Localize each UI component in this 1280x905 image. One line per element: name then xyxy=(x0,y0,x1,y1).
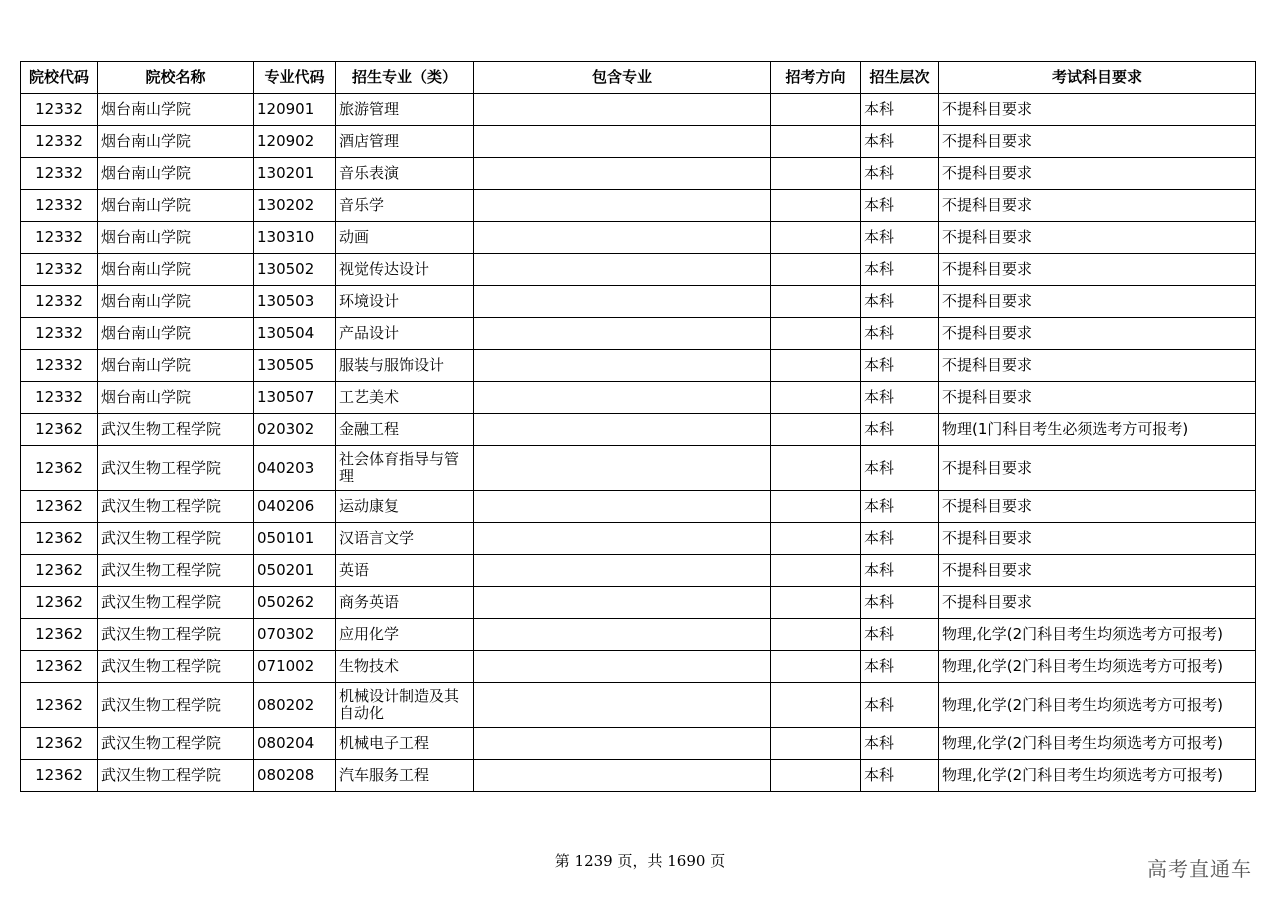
cell-requirement: 物理,化学(2门科目考生均须选考方可报考) xyxy=(939,619,1256,651)
cell-school-code: 12332 xyxy=(21,190,98,222)
table-row xyxy=(21,318,1256,350)
table-row xyxy=(21,555,1256,587)
cell-major-code: 130502 xyxy=(254,254,336,286)
cell-direction xyxy=(771,683,861,728)
cell-major-code: 020302 xyxy=(254,414,336,446)
cell-included-majors xyxy=(474,683,771,728)
cell-school-name: 武汉生物工程学院 xyxy=(98,555,254,587)
header-row xyxy=(21,62,1256,94)
cell-school-name: 烟台南山学院 xyxy=(98,158,254,190)
table-row xyxy=(21,222,1256,254)
table-row xyxy=(21,158,1256,190)
cell-level: 本科 xyxy=(861,523,939,555)
table-row xyxy=(21,587,1256,619)
cell-requirement: 不提科目要求 xyxy=(939,491,1256,523)
table-row xyxy=(21,760,1256,792)
cell-level: 本科 xyxy=(861,318,939,350)
cell-direction xyxy=(771,760,861,792)
cell-major-code: 130505 xyxy=(254,350,336,382)
cell-included-majors xyxy=(474,350,771,382)
table-row xyxy=(21,728,1256,760)
cell-requirement: 不提科目要求 xyxy=(939,587,1256,619)
cell-school-name: 烟台南山学院 xyxy=(98,94,254,126)
cell-major-code: 120902 xyxy=(254,126,336,158)
cell-included-majors xyxy=(474,158,771,190)
cell-level: 本科 xyxy=(861,491,939,523)
cell-direction xyxy=(771,158,861,190)
cell-major: 服装与服饰设计 xyxy=(336,350,474,382)
table-row xyxy=(21,190,1256,222)
cell-direction xyxy=(771,728,861,760)
cell-school-code: 12332 xyxy=(21,254,98,286)
col-header-level: 招生层次 xyxy=(861,62,939,94)
cell-school-code: 12362 xyxy=(21,651,98,683)
cell-school-code: 12332 xyxy=(21,94,98,126)
cell-direction xyxy=(771,555,861,587)
cell-major: 应用化学 xyxy=(336,619,474,651)
table-row xyxy=(21,382,1256,414)
cell-direction xyxy=(771,126,861,158)
cell-included-majors xyxy=(474,286,771,318)
cell-level: 本科 xyxy=(861,760,939,792)
cell-direction xyxy=(771,523,861,555)
cell-major: 工艺美术 xyxy=(336,382,474,414)
cell-requirement: 不提科目要求 xyxy=(939,254,1256,286)
table-row xyxy=(21,94,1256,126)
cell-school-name: 武汉生物工程学院 xyxy=(98,760,254,792)
cell-included-majors xyxy=(474,222,771,254)
cell-direction xyxy=(771,619,861,651)
cell-major-code: 080208 xyxy=(254,760,336,792)
cell-school-code: 12332 xyxy=(21,382,98,414)
cell-direction xyxy=(771,491,861,523)
col-header-school-code: 院校代码 xyxy=(21,62,98,94)
cell-school-code: 12362 xyxy=(21,523,98,555)
cell-direction xyxy=(771,318,861,350)
cell-major: 酒店管理 xyxy=(336,126,474,158)
cell-included-majors xyxy=(474,651,771,683)
cell-level: 本科 xyxy=(861,222,939,254)
cell-major-code: 040206 xyxy=(254,491,336,523)
table-row xyxy=(21,446,1256,491)
cell-major-code: 050262 xyxy=(254,587,336,619)
cell-major-code: 050101 xyxy=(254,523,336,555)
table-row xyxy=(21,254,1256,286)
cell-requirement: 不提科目要求 xyxy=(939,158,1256,190)
cell-level: 本科 xyxy=(861,254,939,286)
cell-requirement: 不提科目要求 xyxy=(939,318,1256,350)
cell-major-code: 130201 xyxy=(254,158,336,190)
cell-major: 音乐表演 xyxy=(336,158,474,190)
cell-requirement: 不提科目要求 xyxy=(939,94,1256,126)
cell-included-majors xyxy=(474,491,771,523)
cell-major: 旅游管理 xyxy=(336,94,474,126)
cell-requirement: 物理(1门科目考生必须选考方可报考) xyxy=(939,414,1256,446)
col-header-major: 招生专业（类） xyxy=(336,62,474,94)
cell-level: 本科 xyxy=(861,555,939,587)
cell-direction xyxy=(771,222,861,254)
cell-school-name: 烟台南山学院 xyxy=(98,382,254,414)
cell-direction xyxy=(771,414,861,446)
cell-major: 商务英语 xyxy=(336,587,474,619)
cell-school-code: 12362 xyxy=(21,683,98,728)
cell-school-code: 12332 xyxy=(21,222,98,254)
page-number: 第 1239 页，共 1690 页 xyxy=(554,852,726,870)
cell-level: 本科 xyxy=(861,728,939,760)
cell-level: 本科 xyxy=(861,683,939,728)
cell-major: 生物技术 xyxy=(336,651,474,683)
cell-level: 本科 xyxy=(861,651,939,683)
cell-requirement: 物理,化学(2门科目考生均须选考方可报考) xyxy=(939,760,1256,792)
cell-school-name: 武汉生物工程学院 xyxy=(98,523,254,555)
table-row xyxy=(21,350,1256,382)
cell-major-code: 080204 xyxy=(254,728,336,760)
table-row xyxy=(21,491,1256,523)
cell-requirement: 不提科目要求 xyxy=(939,350,1256,382)
cell-direction xyxy=(771,651,861,683)
cell-school-name: 烟台南山学院 xyxy=(98,190,254,222)
admissions-table xyxy=(20,61,1256,792)
cell-school-code: 12362 xyxy=(21,728,98,760)
cell-requirement: 物理,化学(2门科目考生均须选考方可报考) xyxy=(939,651,1256,683)
cell-major: 英语 xyxy=(336,555,474,587)
cell-included-majors xyxy=(474,126,771,158)
cell-direction xyxy=(771,446,861,491)
cell-school-code: 12332 xyxy=(21,158,98,190)
cell-level: 本科 xyxy=(861,126,939,158)
cell-level: 本科 xyxy=(861,94,939,126)
cell-direction xyxy=(771,587,861,619)
cell-school-name: 武汉生物工程学院 xyxy=(98,728,254,760)
cell-major: 机械电子工程 xyxy=(336,728,474,760)
cell-direction xyxy=(771,382,861,414)
cell-school-name: 武汉生物工程学院 xyxy=(98,587,254,619)
cell-school-code: 12362 xyxy=(21,555,98,587)
cell-school-code: 12332 xyxy=(21,318,98,350)
cell-requirement: 不提科目要求 xyxy=(939,446,1256,491)
cell-included-majors xyxy=(474,254,771,286)
cell-school-code: 12362 xyxy=(21,414,98,446)
cell-major-code: 130310 xyxy=(254,222,336,254)
cell-level: 本科 xyxy=(861,190,939,222)
cell-major: 环境设计 xyxy=(336,286,474,318)
cell-included-majors xyxy=(474,760,771,792)
cell-level: 本科 xyxy=(861,382,939,414)
cell-included-majors xyxy=(474,414,771,446)
cell-included-majors xyxy=(474,446,771,491)
cell-school-name: 烟台南山学院 xyxy=(98,126,254,158)
cell-major-code: 040203 xyxy=(254,446,336,491)
col-header-school-name: 院校名称 xyxy=(98,62,254,94)
cell-school-name: 烟台南山学院 xyxy=(98,350,254,382)
cell-level: 本科 xyxy=(861,446,939,491)
cell-level: 本科 xyxy=(861,350,939,382)
cell-requirement: 不提科目要求 xyxy=(939,286,1256,318)
cell-requirement: 不提科目要求 xyxy=(939,382,1256,414)
cell-included-majors xyxy=(474,523,771,555)
cell-major-code: 080202 xyxy=(254,683,336,728)
cell-school-name: 烟台南山学院 xyxy=(98,286,254,318)
cell-major-code: 050201 xyxy=(254,555,336,587)
cell-major: 动画 xyxy=(336,222,474,254)
table-row xyxy=(21,414,1256,446)
cell-school-code: 12332 xyxy=(21,126,98,158)
cell-included-majors xyxy=(474,619,771,651)
col-header-included-majors: 包含专业 xyxy=(474,62,771,94)
cell-school-code: 12332 xyxy=(21,350,98,382)
cell-level: 本科 xyxy=(861,587,939,619)
cell-school-name: 武汉生物工程学院 xyxy=(98,683,254,728)
cell-major: 汽车服务工程 xyxy=(336,760,474,792)
cell-requirement: 物理,化学(2门科目考生均须选考方可报考) xyxy=(939,728,1256,760)
cell-level: 本科 xyxy=(861,158,939,190)
cell-school-code: 12362 xyxy=(21,619,98,651)
cell-major-code: 130504 xyxy=(254,318,336,350)
cell-requirement: 物理,化学(2门科目考生均须选考方可报考) xyxy=(939,683,1256,728)
cell-requirement: 不提科目要求 xyxy=(939,523,1256,555)
cell-major: 汉语言文学 xyxy=(336,523,474,555)
table-row xyxy=(21,126,1256,158)
cell-major: 机械设计制造及其自动化 xyxy=(336,683,474,728)
cell-school-name: 烟台南山学院 xyxy=(98,222,254,254)
cell-included-majors xyxy=(474,94,771,126)
cell-requirement: 不提科目要求 xyxy=(939,126,1256,158)
cell-school-name: 武汉生物工程学院 xyxy=(98,651,254,683)
cell-school-name: 武汉生物工程学院 xyxy=(98,414,254,446)
cell-major: 音乐学 xyxy=(336,190,474,222)
cell-direction xyxy=(771,254,861,286)
cell-major: 运动康复 xyxy=(336,491,474,523)
cell-school-code: 12362 xyxy=(21,446,98,491)
cell-school-name: 武汉生物工程学院 xyxy=(98,491,254,523)
cell-included-majors xyxy=(474,318,771,350)
cell-school-code: 12362 xyxy=(21,587,98,619)
cell-included-majors xyxy=(474,587,771,619)
cell-included-majors xyxy=(474,728,771,760)
cell-major-code: 070302 xyxy=(254,619,336,651)
col-header-direction: 招考方向 xyxy=(771,62,861,94)
cell-direction xyxy=(771,350,861,382)
cell-school-code: 12362 xyxy=(21,760,98,792)
cell-major-code: 071002 xyxy=(254,651,336,683)
table-row xyxy=(21,523,1256,555)
cell-school-code: 12362 xyxy=(21,491,98,523)
cell-direction xyxy=(771,286,861,318)
cell-major: 金融工程 xyxy=(336,414,474,446)
cell-requirement: 不提科目要求 xyxy=(939,555,1256,587)
col-header-requirement: 考试科目要求 xyxy=(939,62,1256,94)
table-row xyxy=(21,619,1256,651)
cell-major: 产品设计 xyxy=(336,318,474,350)
cell-level: 本科 xyxy=(861,414,939,446)
cell-school-name: 烟台南山学院 xyxy=(98,254,254,286)
cell-requirement: 不提科目要求 xyxy=(939,222,1256,254)
watermark-text: 高考直通车 xyxy=(1147,857,1252,881)
cell-school-name: 武汉生物工程学院 xyxy=(98,619,254,651)
cell-included-majors xyxy=(474,190,771,222)
cell-major: 社会体育指导与管理 xyxy=(336,446,474,491)
cell-major-code: 130507 xyxy=(254,382,336,414)
cell-major: 视觉传达设计 xyxy=(336,254,474,286)
cell-included-majors xyxy=(474,382,771,414)
cell-direction xyxy=(771,94,861,126)
cell-major-code: 130503 xyxy=(254,286,336,318)
cell-major-code: 130202 xyxy=(254,190,336,222)
cell-major-code: 120901 xyxy=(254,94,336,126)
cell-school-name: 武汉生物工程学院 xyxy=(98,446,254,491)
cell-included-majors xyxy=(474,555,771,587)
cell-school-name: 烟台南山学院 xyxy=(98,318,254,350)
table-row xyxy=(21,286,1256,318)
table-row xyxy=(21,683,1256,728)
col-header-major-code: 专业代码 xyxy=(254,62,336,94)
cell-requirement: 不提科目要求 xyxy=(939,190,1256,222)
cell-direction xyxy=(771,190,861,222)
table-row xyxy=(21,651,1256,683)
cell-level: 本科 xyxy=(861,619,939,651)
cell-school-code: 12332 xyxy=(21,286,98,318)
cell-level: 本科 xyxy=(861,286,939,318)
